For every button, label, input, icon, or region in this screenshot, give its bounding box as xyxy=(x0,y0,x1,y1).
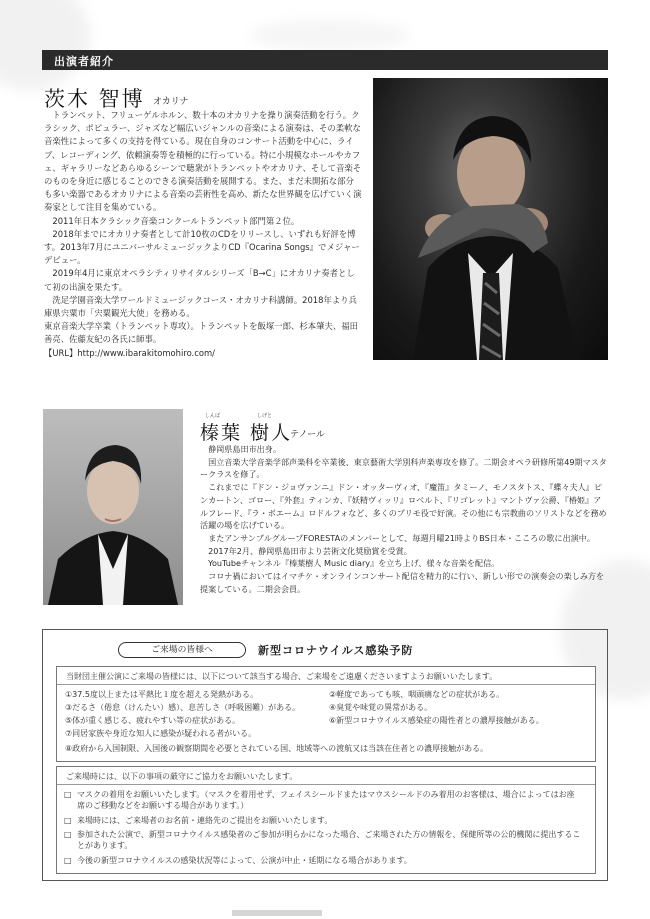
request-item: 参加された公演で、新型コロナウイルス感染者のご参加が明らかになった場合、ご来場された方の情報を、保健所等の公的機関に提出することがあります。 xyxy=(77,830,581,850)
performer-bio xyxy=(200,443,608,595)
condition-item: ①37.5度以上または平熱比１度を超える発熱がある。 xyxy=(65,690,258,699)
bio-paragraph: トランペット、フリューゲルホルン、数十本のオカリナを操り演奏活動を行う。クラシック、ポピュラー、ジャズなど幅広いジャンルの音楽による演奏は、その柔軟な音楽性によって多くの支持を得ている。現在自身のコンサート活動を中心に、ライブ、レコーディング、依頼演奏等を積極的に行っている。特に小規模なホールやカフェ、ギャラリーなどあらゆるシーンで聴衆がトランペットやオカリナ、そして音楽そのものを身近に感じることのできる演奏活動を展開する。また、まだ未開拓な部分も多い楽器であるオカリナによる音楽の芸術性を高め、新たな世界観を広げていく演奏家として注目を集めている。 xyxy=(44,110,362,213)
performer-photo-tenor xyxy=(43,409,183,605)
request-item: 来場時には、ご来場者のお名前・連絡先のご提出をお願いいたします。 xyxy=(77,816,333,825)
symptom-conditions-box xyxy=(56,666,596,762)
request-item: 今後の新型コロナウイルスの感染状況等によって、公演が中止・延期になる場合があります。 xyxy=(77,856,412,865)
performer-role: テノール xyxy=(290,430,325,440)
bio-paragraph: 2018年までにオカリナ奏者として計10枚のCDをリリースし、いずれも好評を博す。2013年7月にユニバーサルミュージックよりCD『Ocarina Songs』でメジャーデビュー。 xyxy=(44,228,360,266)
website-url: 【URL】http://www.ibarakitomohiro.com/ xyxy=(44,347,215,358)
checkbox-icon: □ xyxy=(64,790,72,799)
bio-paragraph: 東京音楽大学卒業（トランペット専攻）。トランペットを飯塚一郎、杉本肇夫、福田善亮、佐藤友紀の各氏に師事。 xyxy=(44,321,359,345)
notice-tag: ご来場の皆様へ xyxy=(118,642,246,658)
bio-paragraph: 洗足学園音楽大学ワールドミュージックコース・オカリナ科講師。2018年より兵庫県宍粟市「宍粟観光大使」を務める。 xyxy=(44,294,357,319)
bio-paragraph: 2011年日本クラシック音楽コンクールトランペット部門第２位。 xyxy=(52,215,300,226)
checkbox-icon: □ xyxy=(64,856,72,865)
bio-paragraph: コロナ禍においてはイマチケ・オンラインコンサート配信を精力的に行い、新しい形での演奏会の楽しみ方を提案している。二期会会員。 xyxy=(200,571,605,594)
performer-photo-ocarina xyxy=(373,78,608,360)
condition-item: ⑤体が重く感じる、疲れやすい等の症状がある。 xyxy=(65,716,241,725)
bio-paragraph: またアンサンブルグループFORESTAのメンバーとして、毎週月曜21時よりBS日本・こころの歌に出演中。 xyxy=(208,532,595,543)
performer-name: 茨木 智博 xyxy=(44,87,145,111)
condition-item: ②軽度であっても咳、咽頭痛などの症状がある。 xyxy=(329,690,505,699)
checkbox-icon: □ xyxy=(64,830,72,839)
request-item: マスクの着用をお願いいたします。（マスクを着用せず、フェイスシールドまたはマウスシールドのみ着用のお客様は、場合によってはお座席のご移動などをお願いする場合があります。） xyxy=(77,790,575,810)
bio-paragraph: YouTubeチャンネル『榛葉樹人 Music diary』を立ち上げ、様々な音楽を配信。 xyxy=(208,558,500,569)
bio-paragraph: これまでに『ドン・ジョヴァンニ』ドン・オッターヴィオ、『魔笛』タミーノ、モノスタトス、『蝶々夫人』ピンカートン、ゴロー、『外套』ティンカ、『妖精ヴィッリ』ロベルト、『リゴレット』マントヴァ公爵、『椿姫』アルフレード、『ラ・ボエーム』ロドルフォなど、多くのプリモ役で好演。その他にも宗教曲のソリストなどを務め活躍の場を広げている。 xyxy=(200,482,607,531)
performer-name: 榛葉 樹人 xyxy=(200,422,293,444)
name-ruby: しんば xyxy=(205,413,221,419)
condition-item: ③だるさ（倦怠（けんたい）感）、息苦しさ（呼吸困難）がある。 xyxy=(65,703,301,712)
visitor-requests-box xyxy=(56,766,596,874)
watercolor-wash xyxy=(0,0,90,90)
bio-paragraph: 2017年2月、静岡県島田市より芸術文化奨励賞を受賞。 xyxy=(208,545,412,556)
condition-item: ⑦同居家族や身近な知人に感染が疑われる者がいる。 xyxy=(65,729,257,738)
performer-role: オカリナ xyxy=(153,97,189,107)
name-ruby: しげと xyxy=(257,413,273,419)
performer-bio xyxy=(44,109,362,360)
section-header-bar xyxy=(42,50,608,70)
divider xyxy=(57,784,595,785)
condition-item: ④臭覚や味覚の異常がある。 xyxy=(329,703,433,712)
box-lead: ご来場時には、以下の事項の厳守にご協力をお願いいたします。 xyxy=(66,772,298,781)
bio-paragraph: 国立音楽大学音楽学部声楽科を卒業後、東京藝術大学別科声楽専攻を修了。二期会オペラ研修所第49期マスタークラスを修了。 xyxy=(200,456,607,480)
condition-item: ⑥新型コロナウイルス感染症の陽性者との濃厚接触がある。 xyxy=(329,716,544,725)
watercolor-wash xyxy=(250,20,410,50)
bio-paragraph: 2019年4月に東京オペラシティリサイタルシリーズ「B→C」にオカリナ奏者として初の出演を果たす。 xyxy=(44,268,355,292)
divider xyxy=(57,684,595,685)
footer-strip xyxy=(232,910,322,916)
notice-title: 新型コロナウイルス感染予防 xyxy=(258,644,414,657)
bio-paragraph: 静岡県島田市出身。 xyxy=(208,444,281,454)
condition-item: ⑧政府から入国制限、入国後の観察期間を必要とされている国、地域等への渡航又は当該在住者との濃厚接触がある。 xyxy=(65,744,489,753)
section-title: 出演者紹介 xyxy=(54,55,114,68)
box-lead: 当財団主催公演にご来場の皆様には、以下について該当する場合、ご来場をご遠慮くださいますようお願いいたします。 xyxy=(66,672,498,681)
checkbox-icon: □ xyxy=(64,816,72,825)
